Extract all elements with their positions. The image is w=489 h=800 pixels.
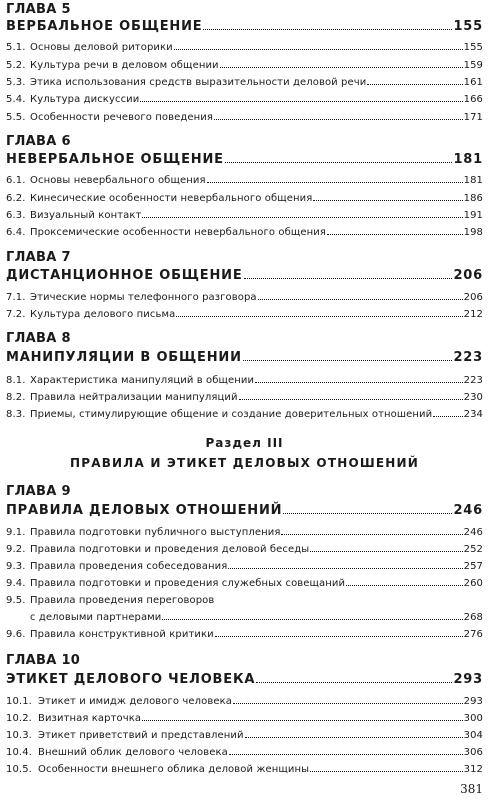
dot-leader [310,771,462,772]
chapter-label: ГЛАВА 8 [6,331,71,346]
chapter-label: ГЛАВА 5 [6,2,71,17]
chapter-page: 293 [453,672,483,687]
section-number: 5.1. [6,42,26,53]
chapter-label: ГЛАВА 9 [6,484,71,499]
dot-leader [207,182,463,183]
section-number: 10.2. [6,713,32,724]
section-number: 5.2. [6,60,26,71]
dot-leader [233,703,463,704]
chapter-label: ГЛАВА 6 [6,134,71,149]
section-page: 304 [463,730,483,741]
dot-leader [258,299,463,300]
section-title: Правила проведения собеседования [30,561,228,572]
section-number: 9.3. [6,561,26,572]
dot-leader [215,636,463,637]
section-page: 186 [463,193,483,204]
section-title: Визуальный контакт [30,210,142,221]
section-row [6,744,483,758]
section-row [6,727,483,741]
section-row [6,289,483,303]
section-page: 191 [463,210,483,221]
section-number: 10.1. [6,696,32,707]
section-number: 5.3. [6,77,26,88]
section-page: 155 [463,42,483,53]
section-title: Основы деловой риторики [30,42,173,53]
section-number: 6.2. [6,193,26,204]
section-number: 8.3. [6,409,26,420]
section-page: 312 [463,764,483,775]
section-title: Правила подготовки и проведения служебных совещаний [30,578,346,589]
dot-leader [281,534,462,535]
section-row [6,761,483,775]
dot-leader [228,568,462,569]
section-title: Кинесические особенности невербального общения [30,193,313,204]
section-title: Правила подготовки публичного выступления [30,527,281,538]
page-number: 381 [460,782,483,796]
section-title: Особенности речевого поведения [30,112,213,123]
section-page: 161 [463,77,483,88]
dot-leader [244,278,453,279]
section-title: Правила проведения переговоров [30,595,215,606]
section-title: Этические нормы телефонного разговора [30,292,257,303]
section-number: 5.5. [6,112,26,123]
section-title: Культура дискуссии [30,94,140,105]
section-row [6,109,483,123]
part-title: ПРАВИЛА И ЭТИКЕТ ДЕЛОВЫХ ОТНОШЕНИЙ [69,456,419,470]
dot-leader [346,585,462,586]
section-title-continuation: с деловыми партнерами [30,612,162,623]
section-row [6,626,483,640]
section-page: 234 [463,409,483,420]
dot-leader [256,682,452,683]
section-title: Культура речи в деловом общении [30,60,219,71]
dot-leader [229,754,463,755]
chapter-label: ГЛАВА 10 [6,653,81,668]
dot-leader [174,49,463,50]
section-title: Этикет и имидж делового человека [38,696,232,707]
chapter-title: ПРАВИЛА ДЕЛОВЫХ ОТНОШЕНИЙ [6,503,283,518]
section-row [6,406,483,420]
section-number: 9.6. [6,629,26,640]
section-page: 246 [463,527,483,538]
chapter-title: ДИСТАНЦИОННОЕ ОБЩЕНИЕ [6,268,243,283]
section-number: 10.4. [6,747,32,758]
section-title: Приемы, стимулирующие общение и создание доверительных отношений [30,409,433,420]
section-number: 6.1. [6,175,26,186]
section-title: Визитная карточка [38,713,142,724]
dot-leader [214,119,463,120]
chapter-page: 246 [453,503,483,518]
section-page: 260 [463,578,483,589]
dot-leader [176,316,462,317]
chapter-title: НЕВЕРБАЛЬНОЕ ОБЩЕНИЕ [6,152,224,167]
section-title: Культура делового письма [30,309,176,320]
section-row [6,91,483,105]
dot-leader [142,217,462,218]
section-page: 257 [463,561,483,572]
dot-leader [140,101,462,102]
section-page: 166 [463,94,483,105]
section-page: 252 [463,544,483,555]
section-title: Характеристика манипуляций в общении [30,375,255,386]
section-number: 6.4. [6,227,26,238]
section-row [6,39,483,53]
dot-leader [239,399,463,400]
section-page: 230 [463,392,483,403]
section-number: 10.3. [6,730,32,741]
section-row [6,372,483,386]
dot-leader [327,234,463,235]
section-number: 7.2. [6,309,26,320]
dot-leader [162,619,462,620]
section-page: 171 [463,112,483,123]
section-page: 212 [463,309,483,320]
section-row [6,710,483,724]
section-title: Правила конструктивной критики [30,629,214,640]
section-page: 223 [463,375,483,386]
section-row [6,306,483,320]
section-number: 9.1. [6,527,26,538]
section-row [6,524,483,538]
section-title: Особенности внешнего облика деловой женщины [38,764,310,775]
section-number: 9.5. [6,595,26,606]
section-page: 293 [463,696,483,707]
section-page: 268 [463,612,483,623]
chapter-page: 223 [453,350,483,365]
chapter-page: 155 [453,19,483,34]
dot-leader [220,67,463,68]
section-row [6,224,483,238]
dot-leader [142,720,463,721]
chapter-title-row [6,347,483,365]
section-page: 300 [463,713,483,724]
dot-leader [313,200,462,201]
chapter-page: 206 [453,268,483,283]
section-row [6,541,483,555]
section-number: 9.4. [6,578,26,589]
section-title: Этика использования средств выразительности деловой речи [30,77,367,88]
chapter-title-row [6,500,483,518]
dot-leader [225,162,453,163]
section-number: 7.1. [6,292,26,303]
chapter-title: ЭТИКЕТ ДЕЛОВОГО ЧЕЛОВЕКА [6,672,256,687]
section-title: Правила подготовки и проведения деловой беседы [30,544,310,555]
chapter-title-row [6,265,483,283]
section-page: 206 [463,292,483,303]
section-title: Проксемические особенности невербального общения [30,227,326,238]
chapter-page: 181 [453,152,483,167]
section-number: 8.1. [6,375,26,386]
section-number: 10.5. [6,764,32,775]
section-row [6,575,483,589]
chapter-label: ГЛАВА 7 [6,250,71,265]
section-number: 9.2. [6,544,26,555]
section-row [6,592,483,606]
chapter-title-row [6,669,483,687]
section-row [6,190,483,204]
chapter-title-row [6,16,483,34]
section-title: Основы невербального общения [30,175,206,186]
section-number: 6.3. [6,210,26,221]
chapter-title: ВЕРБАЛЬНОЕ ОБЩЕНИЕ [6,19,203,34]
dot-leader [283,513,452,514]
section-number: 8.2. [6,392,26,403]
section-row [6,172,483,186]
section-row-continuation [30,609,483,623]
section-title: Внешний облик делового человека [38,747,228,758]
dot-leader [243,360,453,361]
dot-leader [367,84,462,85]
dot-leader [310,551,462,552]
section-row [6,74,483,88]
section-row [6,693,483,707]
chapter-title: МАНИПУЛЯЦИИ В ОБЩЕНИИ [6,350,242,365]
dot-leader [255,382,463,383]
section-row [6,207,483,221]
section-page: 159 [463,60,483,71]
section-number: 5.4. [6,94,26,105]
section-page: 181 [463,175,483,186]
section-title: Правила нейтрализации манипуляций [30,392,238,403]
dot-leader [203,29,452,30]
dot-leader [245,737,463,738]
dot-leader [433,416,462,417]
section-title: Этикет приветствий и представлений [38,730,244,741]
section-page: 276 [463,629,483,640]
section-row [6,57,483,71]
part-label: Раздел III [205,436,284,450]
section-row [6,389,483,403]
chapter-title-row [6,149,483,167]
section-page: 306 [463,747,483,758]
section-page: 198 [463,227,483,238]
section-row [6,558,483,572]
